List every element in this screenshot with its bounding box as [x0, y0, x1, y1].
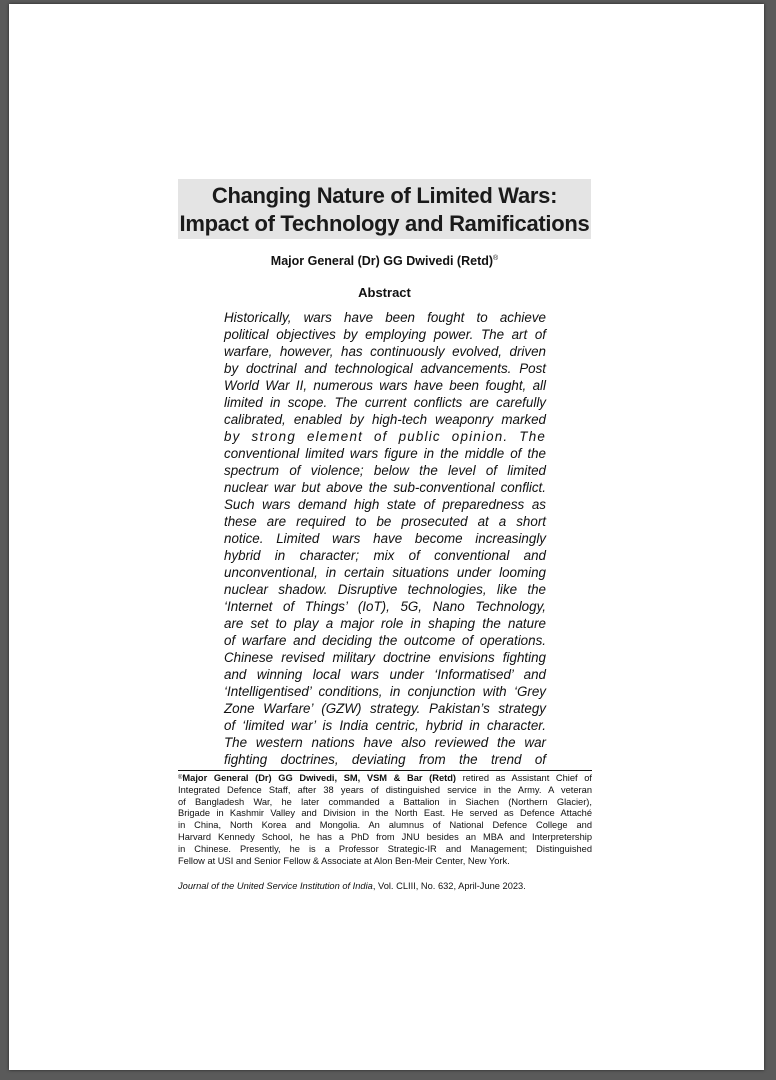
journal-name: Journal of the United Service Institution of India — [178, 881, 373, 891]
footnote-line: Harvard Kennedy School, he has a PhD from JNU besides an MBA and Interpretership — [178, 831, 592, 842]
document-page — [9, 4, 764, 1070]
footnote-line — [178, 773, 592, 785]
author-footnote — [178, 773, 592, 867]
abstract-line: by doctrinal and technological advancements. Post — [224, 361, 546, 376]
footnote-line: in Chinese. Presently, he is a Professor Strategic-IR and Management; Distinguished — [178, 843, 592, 854]
abstract-line: of warfare and deciding the outcome of operations. — [224, 633, 546, 648]
journal-details: , Vol. CLIII, No. 632, April-June 2023. — [372, 881, 526, 891]
abstract-line: Such wars demand high state of preparedness as — [224, 497, 546, 512]
footnote-mark: ® — [178, 775, 183, 781]
abstract-line: nuclear shadow. Disruptive technologies, like the — [224, 582, 546, 597]
abstract-line: fighting doctrines, deviating from the trend of — [224, 752, 546, 767]
abstract-body — [224, 309, 546, 768]
abstract-line: limited in scope. The current conflicts are carefully — [224, 395, 546, 410]
footnote-line: Brigade in Kashmir Valley and Division in the North East. He served as Defence Attaché — [178, 808, 592, 819]
footnote-line: in China, North Korea and Mongolia. An alumnus of National Defence College and — [178, 820, 592, 831]
abstract-line: Historically, wars have been fought to achieve — [224, 310, 546, 325]
abstract-line: unconventional, in certain situations under looming — [224, 565, 546, 580]
title-block — [178, 179, 591, 239]
author-name: Major General (Dr) GG Dwivedi (Retd) — [270, 254, 494, 268]
abstract-line: political objectives by employing power. The art of — [224, 327, 546, 342]
abstract-line: are set to play a major role in shaping the nature — [224, 616, 546, 631]
abstract-line: conventional limited wars figure in the middle of the — [224, 446, 546, 461]
footnote-line: Integrated Defence Staff, after 38 years of distinguished service in the Army. A veteran — [178, 784, 592, 795]
abstract-line: of ‘limited war’ is India centric, hybrid in character. — [224, 718, 546, 733]
author-mark: ® — [493, 254, 499, 262]
footnote-divider — [178, 770, 592, 771]
abstract-line: The western nations have also reviewed the war — [224, 735, 546, 750]
journal-citation — [178, 881, 592, 891]
abstract-line: ‘Intelligentised’ conditions, in conjunction with ‘Grey — [224, 684, 546, 699]
abstract-line: and winning local wars under ‘Informatised’ and — [224, 667, 546, 682]
abstract-line: spectrum of violence; below the level of limited — [224, 463, 546, 478]
footnote-line: of Bangladesh War, he later commanded a Battalion in Siachen (Northern Glacier), — [178, 796, 592, 807]
footnote-line: Fellow at USI and Senior Fellow & Associate at Alon Ben-Meir Center, New York. — [178, 855, 510, 866]
abstract-line: these are required to be prosecuted at a short — [224, 514, 546, 529]
author-line — [178, 254, 591, 268]
abstract-line: Zone Warfare’ (GZW) strategy. Pakistan’s strategy — [224, 701, 546, 716]
abstract-line: calibrated, enabled by high-tech weaponry marked — [224, 412, 546, 427]
abstract-line: hybrid in character; mix of conventional and — [224, 548, 546, 563]
abstract-line: Chinese revised military doctrine envisions fighting — [224, 650, 546, 665]
abstract-line: by strong element of public opinion. The — [224, 429, 546, 444]
abstract-line: nuclear war but above the sub-conventional conflict. — [224, 480, 546, 495]
abstract-line: warfare, however, has continuously evolved, driven — [224, 344, 546, 359]
title-line-1: Changing Nature of Limited Wars: — [211, 183, 558, 208]
title-line-2: Impact of Technology and Ramifications — [179, 211, 590, 236]
abstract-heading: Abstract — [358, 285, 411, 300]
footnote-first-line-rest: retired as Assistant Chief of — [456, 773, 593, 783]
abstract-line: ‘Internet of Things’ (IoT), 5G, Nano Technology, — [224, 599, 546, 614]
abstract-line: World War II, numerous wars have been fought, all — [224, 378, 546, 393]
footnote-author-name: Major General (Dr) GG Dwivedi, SM, VSM & Bar (Retd) — [182, 773, 456, 783]
abstract-line: notice. Limited wars have become increasingly — [224, 531, 546, 546]
